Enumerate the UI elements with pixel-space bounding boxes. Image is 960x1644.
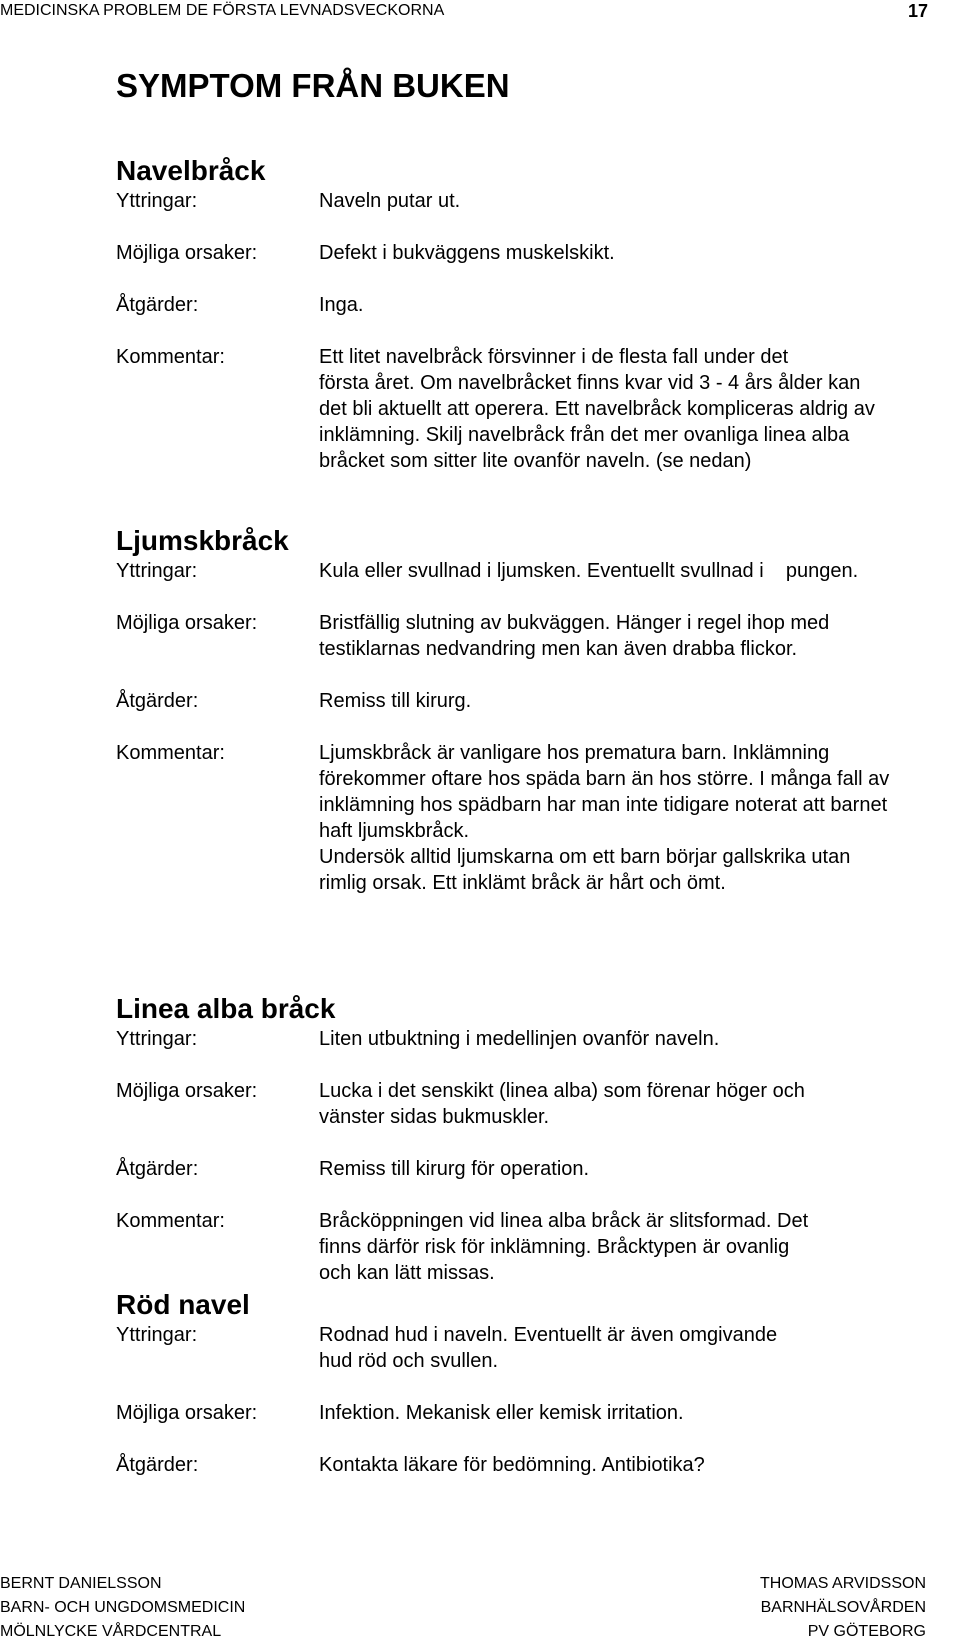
field-line: Remiss till kirurg. <box>319 690 472 712</box>
field-line: och kan lätt missas. <box>319 1262 495 1284</box>
field-line: bråcket som sitter lite ovanför naveln. (se nedan) <box>319 450 752 472</box>
section-linea-alba-brack <box>116 992 946 1286</box>
field-value <box>319 1400 939 1426</box>
field-label: Möjliga orsaker: <box>116 612 258 634</box>
field-yttringar <box>116 1026 946 1052</box>
field-mojliga-orsaker <box>116 610 946 662</box>
field-value <box>319 740 939 896</box>
field-label: Kommentar: <box>116 742 225 764</box>
page-title: SYMPTOM FRÅN BUKEN <box>116 67 510 104</box>
section-rod-navel <box>116 1288 946 1478</box>
field-line: haft ljumskbråck. <box>319 820 470 842</box>
field-line: Ljumskbråck är vanligare hos prematura barn. Inklämning <box>319 742 830 764</box>
field-label: Yttringar: <box>116 1028 198 1050</box>
field-label: Möjliga orsaker: <box>116 1080 258 1102</box>
field-value <box>319 1208 939 1286</box>
footer-line: MÖLNLYCKE VÅRDCENTRAL <box>0 1623 222 1640</box>
field-line: inklämning. Skilj navelbråck från det mer ovanliga linea alba <box>319 424 850 446</box>
field-line: Liten utbuktning i medellinjen ovanför naveln. <box>319 1028 720 1050</box>
footer-line: THOMAS ARVIDSSON <box>760 1575 926 1592</box>
running-header <box>0 0 930 22</box>
field-yttringar <box>116 188 946 214</box>
field-label: Möjliga orsaker: <box>116 242 258 264</box>
field-kommentar <box>116 344 946 474</box>
field-mojliga-orsaker <box>116 1400 946 1426</box>
field-line: det bli aktuellt att operera. Ett navelbråck kompliceras aldrig av <box>319 398 875 420</box>
field-atgarder <box>116 1452 946 1478</box>
field-line: förekommer oftare hos späda barn än hos större. I många fall av <box>319 768 890 790</box>
field-label: Åtgärder: <box>116 1454 199 1476</box>
field-value <box>319 1078 939 1130</box>
page-number: 17 <box>907 1 928 21</box>
field-line: Undersök alltid ljumskarna om ett barn börjar gallskrika utan <box>319 846 851 868</box>
field-value <box>319 1026 939 1052</box>
field-label: Kommentar: <box>116 1210 225 1232</box>
field-label: Kommentar: <box>116 346 225 368</box>
field-line: Inga. <box>319 294 364 316</box>
footer-line: BERNT DANIELSSON <box>0 1575 162 1592</box>
field-line: vänster sidas bukmuskler. <box>319 1106 550 1128</box>
field-line: Lucka i det senskikt (linea alba) som förenar höger och <box>319 1080 805 1102</box>
section-heading: Röd navel <box>116 1289 250 1320</box>
field-value <box>319 610 939 662</box>
footer-line: BARNHÄLSOVÅRDEN <box>760 1599 926 1616</box>
field-line: finns därför risk för inklämning. Bråcktypen är ovanlig <box>319 1236 790 1258</box>
section-ljumskbrack <box>116 524 946 896</box>
field-value <box>319 240 939 266</box>
field-value <box>319 292 939 318</box>
field-line: Bråcköppningen vid linea alba bråck är slitsformad. Det <box>319 1210 809 1232</box>
field-line: Kula eller svullnad i ljumsken. Eventuellt svullnad i pungen. <box>319 560 859 582</box>
field-line: rimlig orsak. Ett inklämt bråck är hårt och ömt. <box>319 872 726 894</box>
field-label: Yttringar: <box>116 1324 198 1346</box>
field-label: Åtgärder: <box>116 294 199 316</box>
field-line: Infektion. Mekanisk eller kemisk irritation. <box>319 1402 684 1424</box>
field-yttringar <box>116 1322 946 1374</box>
field-line: Kontakta läkare för bedömning. Antibiotika? <box>319 1454 705 1476</box>
field-kommentar <box>116 1208 946 1286</box>
field-label: Åtgärder: <box>116 690 199 712</box>
field-atgarder <box>116 292 946 318</box>
field-line: testiklarnas nedvandring men kan även drabba flickor. <box>319 638 798 660</box>
section-navelbrack <box>116 154 946 474</box>
field-line: Naveln putar ut. <box>319 190 461 212</box>
field-atgarder <box>116 688 946 714</box>
field-line: Rodnad hud i naveln. Eventuellt är även omgivande <box>319 1324 778 1346</box>
field-line: första året. Om navelbråcket finns kvar vid 3 - 4 års ålder kan <box>319 372 861 394</box>
field-line: Remiss till kirurg för operation. <box>319 1158 590 1180</box>
field-label: Yttringar: <box>116 190 198 212</box>
field-value <box>319 344 939 474</box>
field-label: Åtgärder: <box>116 1158 199 1180</box>
field-yttringar <box>116 558 946 584</box>
field-value <box>319 1452 939 1478</box>
footer-right <box>760 1572 926 1644</box>
field-kommentar <box>116 740 946 896</box>
field-value <box>319 1322 939 1374</box>
section-heading: Navelbråck <box>116 155 266 186</box>
field-atgarder <box>116 1156 946 1182</box>
field-value <box>319 688 939 714</box>
field-line: Bristfällig slutning av bukväggen. Hänger i regel ihop med <box>319 612 830 634</box>
footer-line: PV GÖTEBORG <box>807 1623 926 1640</box>
field-line: Defekt i bukväggens muskelskikt. <box>319 242 615 264</box>
field-line: inklämning hos spädbarn har man inte tidigare noterat att barnet <box>319 794 888 816</box>
running-title: MEDICINSKA PROBLEM DE FÖRSTA LEVNADSVECKORNA <box>0 2 445 19</box>
field-label: Yttringar: <box>116 560 198 582</box>
field-line: Ett litet navelbråck försvinner i de flesta fall under det <box>319 346 789 368</box>
field-line: hud röd och svullen. <box>319 1350 499 1372</box>
field-value <box>319 188 939 214</box>
field-label: Möjliga orsaker: <box>116 1402 258 1424</box>
field-mojliga-orsaker <box>116 1078 946 1130</box>
section-heading: Linea alba bråck <box>116 993 336 1024</box>
footer-line: BARN- OCH UNGDOMSMEDICIN <box>0 1599 246 1616</box>
section-heading: Ljumskbråck <box>116 525 289 556</box>
field-value <box>319 558 939 584</box>
field-mojliga-orsaker <box>116 240 946 266</box>
footer-left <box>0 1572 245 1644</box>
page-footer <box>0 1572 930 1644</box>
field-value <box>319 1156 939 1182</box>
